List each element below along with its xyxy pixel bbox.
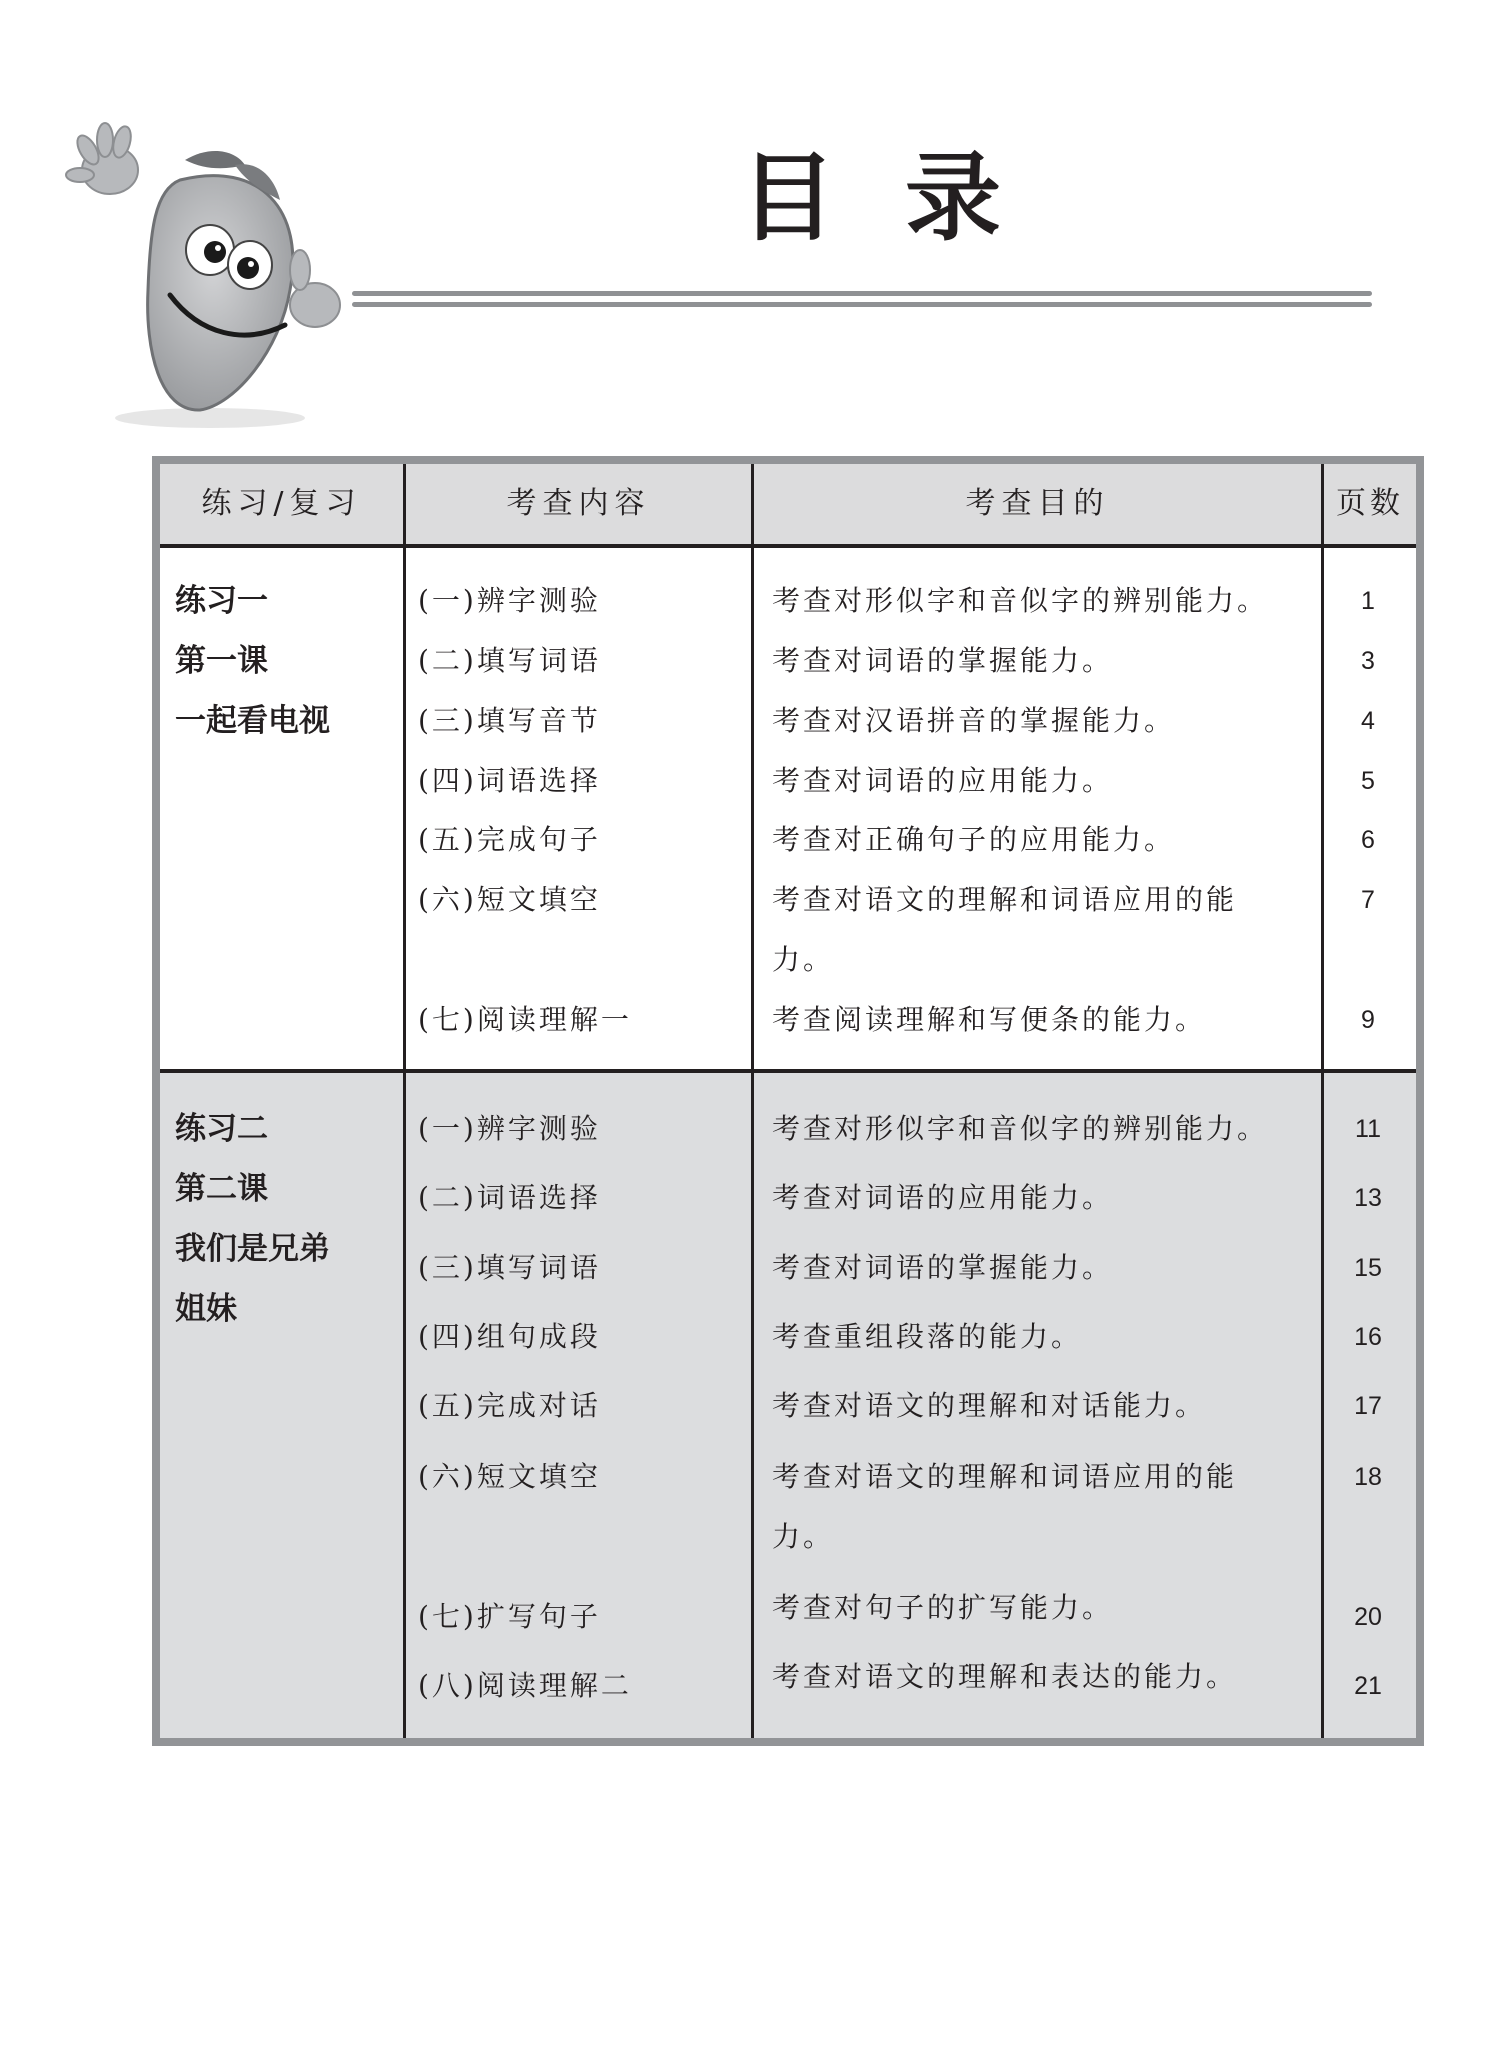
list-item[interactable]: (二)填写词语 [418, 644, 601, 677]
section-2-label-title-cont: 姐妹 [175, 1291, 237, 1327]
list-item[interactable]: (一)辨字测验 [418, 584, 601, 617]
item-purpose: 考查对语文的理解和表达的能力。 [772, 1660, 1238, 1693]
section-2-label-lesson: 第二课 [175, 1171, 268, 1207]
waving-hand-icon [66, 123, 138, 194]
page-number[interactable]: 18 [1354, 1463, 1382, 1491]
section-2-label-title: 我们是兄弟 [175, 1231, 330, 1267]
item-purpose: 考查对汉语拼音的掌握能力。 [772, 704, 1176, 737]
list-item[interactable]: (五)完成对话 [418, 1389, 601, 1422]
list-item[interactable]: (七)扩写句子 [418, 1600, 601, 1633]
item-purpose: 考查对正确句子的应用能力。 [772, 823, 1176, 856]
header-page: 页数 [1336, 486, 1404, 521]
list-item[interactable]: (四)组句成段 [418, 1320, 601, 1353]
page-number[interactable]: 15 [1354, 1254, 1382, 1282]
column-divider-3 [1321, 464, 1324, 1738]
item-purpose: 考查对形似字和音似字的辨别能力。 [772, 584, 1269, 617]
item-purpose: 考查对形似字和音似字的辨别能力。 [772, 1112, 1269, 1145]
item-purpose: 考查对语文的理解和对话能力。 [772, 1389, 1207, 1422]
page-number[interactable]: 21 [1354, 1672, 1382, 1700]
list-item[interactable]: (六)短文填空 [418, 883, 601, 916]
mango-mascot-illustration [60, 120, 380, 440]
item-purpose-continued: 力。 [772, 1520, 835, 1553]
list-item[interactable]: (六)短文填空 [418, 1460, 601, 1493]
list-item[interactable]: (四)词语选择 [418, 764, 601, 797]
header-content: 考查内容 [506, 486, 651, 521]
page-number[interactable]: 9 [1361, 1006, 1375, 1034]
list-item[interactable]: (七)阅读理解一 [418, 1003, 632, 1036]
item-purpose: 考查对语文的理解和词语应用的能 [772, 883, 1238, 916]
thumbs-up-icon [290, 250, 340, 327]
item-purpose: 考查对词语的掌握能力。 [772, 1251, 1114, 1284]
header-purpose: 考查目的 [965, 486, 1110, 521]
page-number[interactable]: 20 [1354, 1603, 1382, 1631]
section-divider [160, 1069, 1416, 1073]
page-number[interactable]: 4 [1361, 707, 1375, 735]
list-item[interactable]: (八)阅读理解二 [418, 1669, 632, 1702]
section-1-label-lesson: 第一课 [175, 643, 268, 679]
item-purpose: 考查对语文的理解和词语应用的能 [772, 1460, 1238, 1493]
column-divider-2 [751, 464, 754, 1738]
list-item[interactable]: (一)辨字测验 [418, 1112, 601, 1145]
contents-table [152, 456, 1424, 1746]
title-rule-bottom [352, 302, 1372, 307]
page-number[interactable]: 13 [1354, 1184, 1382, 1212]
page-number[interactable]: 11 [1355, 1115, 1381, 1143]
item-purpose: 考查对句子的扩写能力。 [772, 1591, 1114, 1624]
item-purpose: 考查对词语的应用能力。 [772, 1181, 1114, 1214]
section-1-label-exercise: 练习一 [175, 583, 268, 619]
title-char-2: 录 [905, 142, 1001, 254]
page-title [740, 142, 1040, 254]
header-exercise: 练习/复习 [201, 486, 362, 521]
page-number[interactable]: 17 [1354, 1392, 1382, 1420]
page-number[interactable]: 6 [1361, 826, 1375, 854]
list-item[interactable]: (五)完成句子 [418, 823, 601, 856]
item-purpose: 考查对词语的掌握能力。 [772, 644, 1114, 677]
list-item[interactable]: (三)填写词语 [418, 1251, 601, 1284]
header-divider [160, 544, 1416, 548]
item-purpose: 考查重组段落的能力。 [772, 1320, 1083, 1353]
section-2-label-exercise: 练习二 [175, 1111, 268, 1147]
page-number[interactable]: 16 [1354, 1323, 1382, 1351]
section-1-label-title: 一起看电视 [175, 703, 330, 739]
list-item[interactable]: (三)填写音节 [418, 704, 601, 737]
page-number[interactable]: 3 [1361, 647, 1375, 675]
page-number[interactable]: 1 [1361, 587, 1375, 615]
page-number[interactable]: 7 [1361, 886, 1375, 914]
title-char-1: 目 [740, 142, 836, 254]
list-item[interactable]: (二)词语选择 [418, 1181, 601, 1214]
item-purpose-continued: 力。 [772, 943, 835, 976]
page-number[interactable]: 5 [1361, 767, 1375, 795]
item-purpose: 考查对词语的应用能力。 [772, 764, 1114, 797]
column-divider-1 [403, 464, 406, 1738]
title-rule-top [352, 291, 1372, 296]
item-purpose: 考查阅读理解和写便条的能力。 [772, 1003, 1207, 1036]
